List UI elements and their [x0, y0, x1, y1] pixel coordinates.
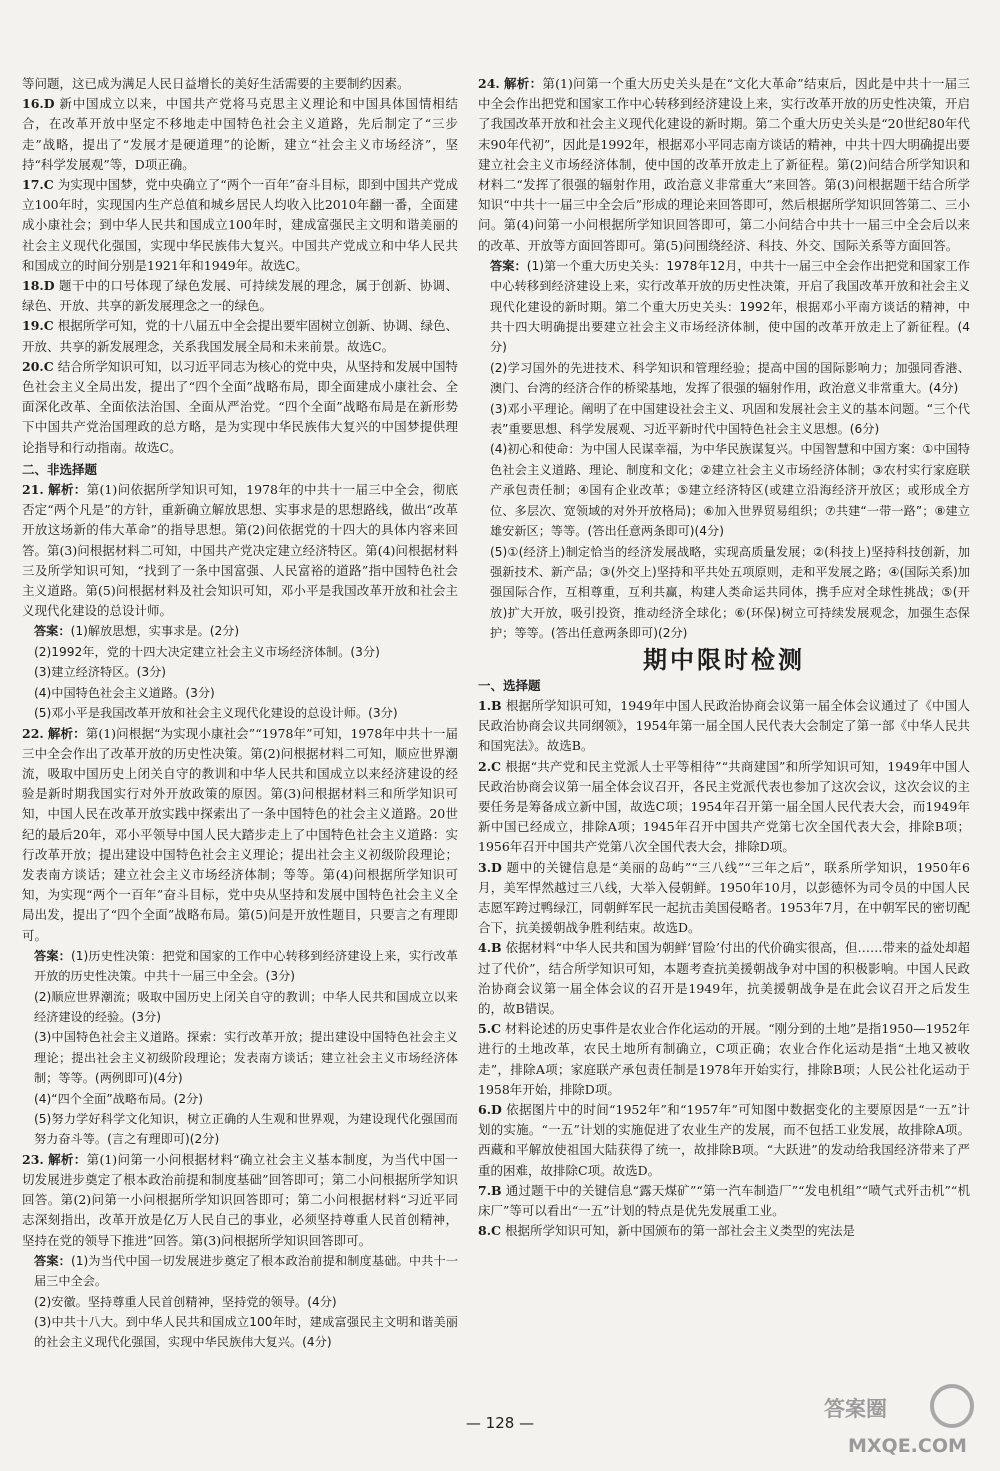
item-number: 23. — [22, 1151, 44, 1167]
section-heading: 一、选择题 — [478, 677, 541, 693]
answer-line — [22, 703, 458, 723]
item-text: 为实现中国梦，党中央确立了“两个一百年”奋斗目标，即到中国共产党成立100年时，实现国内生产总值和城乡居民人均收入比2010年翻一番，全面建成小康社会；到中华人民共和国成立100年时，建成富强民主文明和谐美丽的社会主义现代化强国，实现中华民族伟大复兴。中国共产党成立和中华人民共和国成立的时间分别是1921年和1949年。故选C。 — [22, 177, 458, 273]
answer-item — [22, 357, 458, 458]
answer-item — [22, 1150, 458, 1251]
answer-line — [478, 256, 970, 358]
answer-line — [22, 1312, 458, 1353]
answer-text: (2)学习国外的先进技术、科学知识和管理经验；提高中国的国际影响力；加强同香港、澳门、台湾的经济合作的桥梁基地，发挥了很强的辐射作用，政治意义非常重大。(4分) — [490, 360, 970, 396]
answer-line — [22, 1089, 458, 1109]
answer-line — [22, 1027, 458, 1088]
item-text: 根据所学知识可知，1949年中国人民政治协商会议第一届全体会议通过了《中国人民政治协商会议共同纲领》，1954年第一届全国人民代表大会制定了第一部《中华人民共和国宪法》。故选B。 — [478, 697, 970, 754]
answer-text: (5)邓小平是我国改革开放和社会主义现代化建设的总设计师。(3分) — [34, 706, 398, 721]
item-text: 依据图片中的时间“1952年”和“1957年”可知图中数据变化的主要原因是“一五”计划的实施。“一五”计划的实施促进了农业生产的发展，而不包括工业发展，故排除A项。西藏和平解放使祖国大陆获得了统一，故排除B项。“大跃进”的发动给我国经济带来了严重的困难，故排除C项。故选D。 — [478, 1102, 970, 1178]
item-number: 22. — [22, 725, 44, 741]
answer-text: (2)1992年，党的十四大决定建立社会主义市场经济体制。(3分) — [34, 644, 380, 659]
item-number: 1.B — [478, 697, 502, 713]
answer-item — [22, 94, 458, 175]
item-text: 等问题，这已成为满足人民日益增长的美好生活需要的主要制约因素。 — [22, 76, 410, 91]
answer-line — [22, 621, 458, 641]
answer-line — [22, 1292, 458, 1312]
answer-line — [478, 358, 970, 399]
answer-item — [478, 1100, 970, 1181]
answer-line — [478, 399, 970, 440]
item-number: 4.B — [478, 940, 502, 956]
item-number: 17.C — [22, 177, 54, 193]
item-text: 第(1)问第一小问根据材料“确立社会主义基本制度，为当代中国一切发展进步奠定了根本政治前提和制度基础”回答即可；第二小问根据所学知识回答。第(2)问第一小问根据所学知识回答即可；第二小问根据材料“习近平同志深刻指出，改革开放是亿万人民自己的事业，必须坚持尊重人民首创精神，坚持在党的领导下推进”回答。第(3)问根据所学知识回答即可。 — [22, 1151, 458, 1248]
answer-text: (4)“四个全面”战略布局。(2分) — [34, 1091, 204, 1106]
answer-text: (1)解放思想，实事求是。(2分) — [70, 624, 240, 639]
answer-text: (3)建立经济特区。(3分) — [34, 665, 167, 680]
item-text: 新中国成立以来，中国共产党将马克思主义理论和中国具体国情相结合，在改革开放中坚定不移地走中国特色社会主义道路，先后制定了“三步走”战略，提出了“发展才是硬道理”的论断，建立“社会主义市场经济”，坚持“科学发展观”等，D项正确。 — [22, 96, 458, 172]
left-column — [22, 74, 458, 1353]
answer-line — [22, 946, 458, 987]
answer-label: 答案： — [34, 624, 71, 639]
answer-line — [22, 1251, 458, 1292]
answer-text: (3)中国特色社会主义道路。探索：实行改革开放；提出建设中国特色社会主义理论；提出社会主义初级阶段理论；发表南方谈话；建立社会主义市场经济体制；等等。(两例即可)(4分) — [34, 1030, 458, 1086]
answer-text: (5)努力学好科学文化知识，树立正确的人生观和世界观，为建设现代化强国而努力奋斗等。(言之有理即可)(2分) — [34, 1112, 458, 1147]
section-heading: 二、非选择题 — [22, 461, 98, 477]
item-text: 根据所学知识可知，新中国颁布的第一部社会主义类型的宪法是 — [504, 1223, 855, 1239]
answer-line — [22, 642, 458, 662]
answer-text: (4)初心和使命：为中国人民谋幸福，为中华民族谋复兴。中国智慧和中国方案：①中国特色社会主义道路、理论、制度和文化；②建立社会主义市场经济体制；③农村实行家庭联产承包责任制；④国有企业改革；⑤建立经济特区(或建立沿海经济开放区；或形成全方位、多层次、宽领域的对外开放格局)；⑥加入世界贸易组织；⑦共建“一带一路”；⑧建立雄安新区；等等。(答出任意两条即可)(4分) — [490, 442, 970, 539]
right-column — [478, 74, 970, 1241]
item-number: 21. — [22, 482, 44, 498]
answer-text: (4)中国特色社会主义道路。(3分) — [34, 685, 215, 700]
answer-item — [478, 1019, 970, 1100]
answer-item — [22, 316, 458, 356]
answer-item — [478, 938, 970, 1019]
answer-item — [478, 1221, 970, 1241]
item-text: 第(1)问依据所学知识可知，1978年的中共十一届三中全会，彻底否定“两个凡是”的方针，重新确立解放思想、实事求是的思想路线，做出“改革开放这场新的伟大革命”的指导思想。第(2)问依据党的十四大的具体内容来回答。第(3)问根据材料二可知，中国共产党决定建立经济特区。第(4)问根据材料三及所学知识可知，“找到了一条中国富强、人民富裕的道路”指中国特色社会主义道路。第(5)问根据材料及社会知识可知，邓小平是我国改革开放和社会主义现代化建设的总设计师。 — [22, 482, 458, 619]
answer-text: (1)为当代中国一切发展进步奠定了根本政治前提和制度基础。中共十一届三中全会。 — [34, 1253, 459, 1289]
item-text: 依据材料“中华人民共和国为朝鲜‘冒险’付出的代价确实很高，但……带来的益处却超过了代价”，结合所学知识可知，本题考查抗美援朝战争对中国的积极影响。中国人民政治协商会议第一届全体会议的召开是1949年，抗美援朝战争是在此会议召开之后发生的，故B错误。 — [478, 940, 970, 1016]
analysis-label: 解析： — [48, 1151, 87, 1167]
item-number: 3.D — [478, 859, 502, 875]
answer-item — [22, 74, 458, 94]
answer-text: (3)邓小平理论。阐明了在中国建设社会主义、巩固和发展社会主义的基本问题。“三个代表”重要思想、科学发展观、习近平新时代中国特色社会主义思想。(6分) — [490, 401, 970, 437]
answer-line — [478, 439, 970, 541]
answer-text: (2)顺应世界潮流；吸取中国历史上闭关自守的教训；中华人民共和国成立以来经济建设的经验。(3分) — [34, 989, 458, 1024]
answer-item — [22, 724, 458, 946]
answer-item — [22, 276, 458, 316]
answer-text: (3)中共十八大。到中华人民共和国成立100年时，建成富强民主文明和谐美丽的社会主义现代化强国，实现中华民族伟大复兴。(4分) — [34, 1315, 458, 1350]
item-number: 16.D — [22, 96, 55, 112]
answer-line — [22, 683, 458, 703]
item-number: 8.C — [478, 1223, 501, 1239]
item-text: 第(1)问第一个重大历史关头是在“文化大革命”结束后，因此是中共十一届三中全会作出把党和国家工作中心转移到经济建设上来，实行改革开放的历史性决策，开启了我国改革开放和社会主义现代化建设的新时期。第二个重大历史关头是“20世纪80年代末90年代初”，因此是1992年，根据邓小平同志南方谈话的精神，中共十四大明确提出要建立社会主义市场经济体制，使中国的改革开放走上了新征程。第(2)问结合所学知识和材料二“发挥了很强的辐射作用，政治意义非常重大”来回答。第(3)问根据题干结合所学知识“中共十一届三中全会后”形成的理论来回答即可，然后根据所学知识回答第二、三小问。第(4)问第一小问根据所学知识回答即可，第二小问结合中共十一届三中全会后以来的改革、开放等方面回答即可。第(5)问围绕经济、科技、外交、国际关系等方面回答。 — [478, 76, 970, 253]
answer-text: (1)第一个重大历史关头：1978年12月，中共十一届三中全会作出把党和国家工作中心转移到经济建设上来，实行改革开放的历史性决策，开启了我国改革开放和社会主义现代化建设的新时期。第二个重大历史关头：1992年，根据邓小平南方谈话的精神，中共十四大明确提出要建立社会主义市场经济体制，使中国的改革开放走上了新征程。(4分) — [490, 258, 970, 355]
answer-item — [478, 74, 970, 256]
watermark-title: 答案圈 — [824, 1397, 887, 1421]
watermark-url: MXQE.COM — [848, 1435, 967, 1457]
item-text: 第(1)问根据“为实现小康社会”“1978年”可知，1978年中共十一届三中全会作出了改革开放的历史性决策。第(2)问根据材料二可知，顺应世界潮流，吸取中国历史上闭关自守的教训和中华人民共和国成立以来经济建设的经验是新时期我国实行对外开放政策的原因。第(3)问根据材料三和所学知识可知，中国人民在改革开放实践中探索出了一条中国特色的社会主义道路。20世纪的最后20年，邓小平领导中国人民大踏步走上了中国特色社会主义道路：实行改革开放；提出建设中国特色社会主义理论；提出社会主义初级阶段理论；发表南方谈话；建立社会主义市场经济体制；等等。第(4)问根据所学知识可知，为实现“两个一百年”奋斗目标，党中央从坚持和发展中国特色社会主义全局出发，提出了“四个全面”战略布局。第(5)问是开放性题目，只要言之有理即可。 — [22, 725, 458, 943]
analysis-label: 解析： — [47, 725, 86, 741]
item-text: 通过题干中的关键信息“露天煤矿”“第一汽车制造厂”“发电机组”“喷气式歼击机”“机床厂”等可以看出“一五”计划的特点是优先发展重工业。 — [478, 1182, 971, 1219]
item-number: 7.B — [478, 1182, 502, 1198]
answer-text: (2)安徽。坚持尊重人民首创精神，坚持党的领导。(4分) — [34, 1294, 337, 1309]
item-number: 2.C — [478, 758, 501, 774]
answer-item — [478, 696, 970, 757]
answer-label: 答案： — [34, 948, 71, 963]
item-number: 18.D — [22, 278, 55, 294]
answer-text: (5)①(经济上)制定恰当的经济发展战略，实现高质量发展；②(科技上)坚持科技创新，加强新技术、新产品；③(外交上)坚持和平共处五项原则，走和平发展之路；④(国际关系)加强国际合作，互相尊重，互利共赢，构建人类命运共同体，携手应对全球性挑战；⑤(开放)扩大开放，吸引投资，推动经济全球化；⑥(环保)树立可持续发展观念，加强生态保护；等等。(答出任意两条即可)(2分) — [490, 544, 970, 641]
item-text: 题中的关键信息是“美丽的岛屿”“三八线”“三年之后”，联系所学知识，1950年6月，美军悍然越过三八线，大举入侵朝鲜。1950年10月，以彭德怀为司令员的中国人民志愿军跨过鸭绿江，同朝鲜军民一起抗击美国侵略者。1953年7月，在中朝军民的密切配合下，抗美援朝战争胜利结束。故选D。 — [478, 859, 970, 936]
page-number: — 128 — — [465, 1414, 535, 1432]
item-number: 19.C — [22, 318, 54, 334]
item-text: 结合所学知识可知，以习近平同志为核心的党中央，从坚持和发展中国特色社会主义全局出发，提出了“四个全面”战略布局，即全面建成小康社会、全面深化改革、全面依法治国、全面从严治党。“四个全面”战略布局是在新形势下中国共产党治国理政的总方略，是为实现中华民族伟大复兴的中国梦提供理论指导和行动指南。故选C。 — [22, 358, 458, 455]
item-number: 24. — [478, 76, 500, 91]
answer-item — [478, 757, 970, 858]
watermark-logo — [818, 1382, 988, 1462]
item-text: 材料论述的历史事件是农业合作化运动的开展。“刚分到的土地”是指1950—1952年进行的土地改革，农民土地所有制确立，C项正确；农业合作化运动是指“土地又被收走”，排除A项；家庭联产承包责任制是1978年开始实行，排除B项；人民公社化运动于1958年开始，排除D项。 — [478, 1021, 970, 1097]
answer-label: 答案： — [490, 258, 527, 273]
answer-item — [478, 1181, 970, 1221]
answer-text: (1)历史性决策：把党和国家的工作中心转移到经济建设上来，实行改革开放的历史性决策。中共十一届三中全会。(3分) — [34, 948, 459, 984]
answer-label: 答案： — [34, 1253, 71, 1268]
item-number: 5.C — [478, 1021, 501, 1037]
item-text: 根据所学可知，党的十八届五中全会提出要牢固树立创新、协调、绿色、开放、共享的新发展理念，关系我国发展全局和未来前景。故选C。 — [22, 318, 458, 354]
answer-line — [22, 987, 458, 1028]
answer-item — [22, 480, 458, 621]
item-text: 题干中的口号体现了绿色发展、可持续发展的理念，属于创新、协调、绿色、开放、共享的新发展理念之一的绿色。 — [22, 278, 458, 314]
item-text: 根据“共产党和民主党派人士平等相待”“共商建国”和所学知识可知，1949年中国人民政治协商会议第一届全体会议召开，各民主党派代表也参加了这次会议，这次会议的主要任务是筹备成立新中国，故选C项；1954年召开第一届全国人民代表大会，而1949年新中国已经成立，排除A项；1945年召开中国共产党第七次全国代表大会，排除B项；1956年召开中国共产党第八次全国代表大会，排除D项。 — [478, 758, 970, 855]
answer-line — [478, 542, 970, 644]
answer-item — [478, 858, 970, 939]
section-title: 期中限时检测 — [643, 645, 805, 674]
analysis-label: 解析： — [48, 482, 87, 498]
item-number: 20.C — [22, 358, 54, 374]
answer-line — [22, 1109, 458, 1150]
analysis-label: 解析： — [504, 76, 543, 91]
item-number: 6.D — [478, 1102, 502, 1118]
answer-line — [22, 662, 458, 682]
answer-item — [22, 175, 458, 276]
